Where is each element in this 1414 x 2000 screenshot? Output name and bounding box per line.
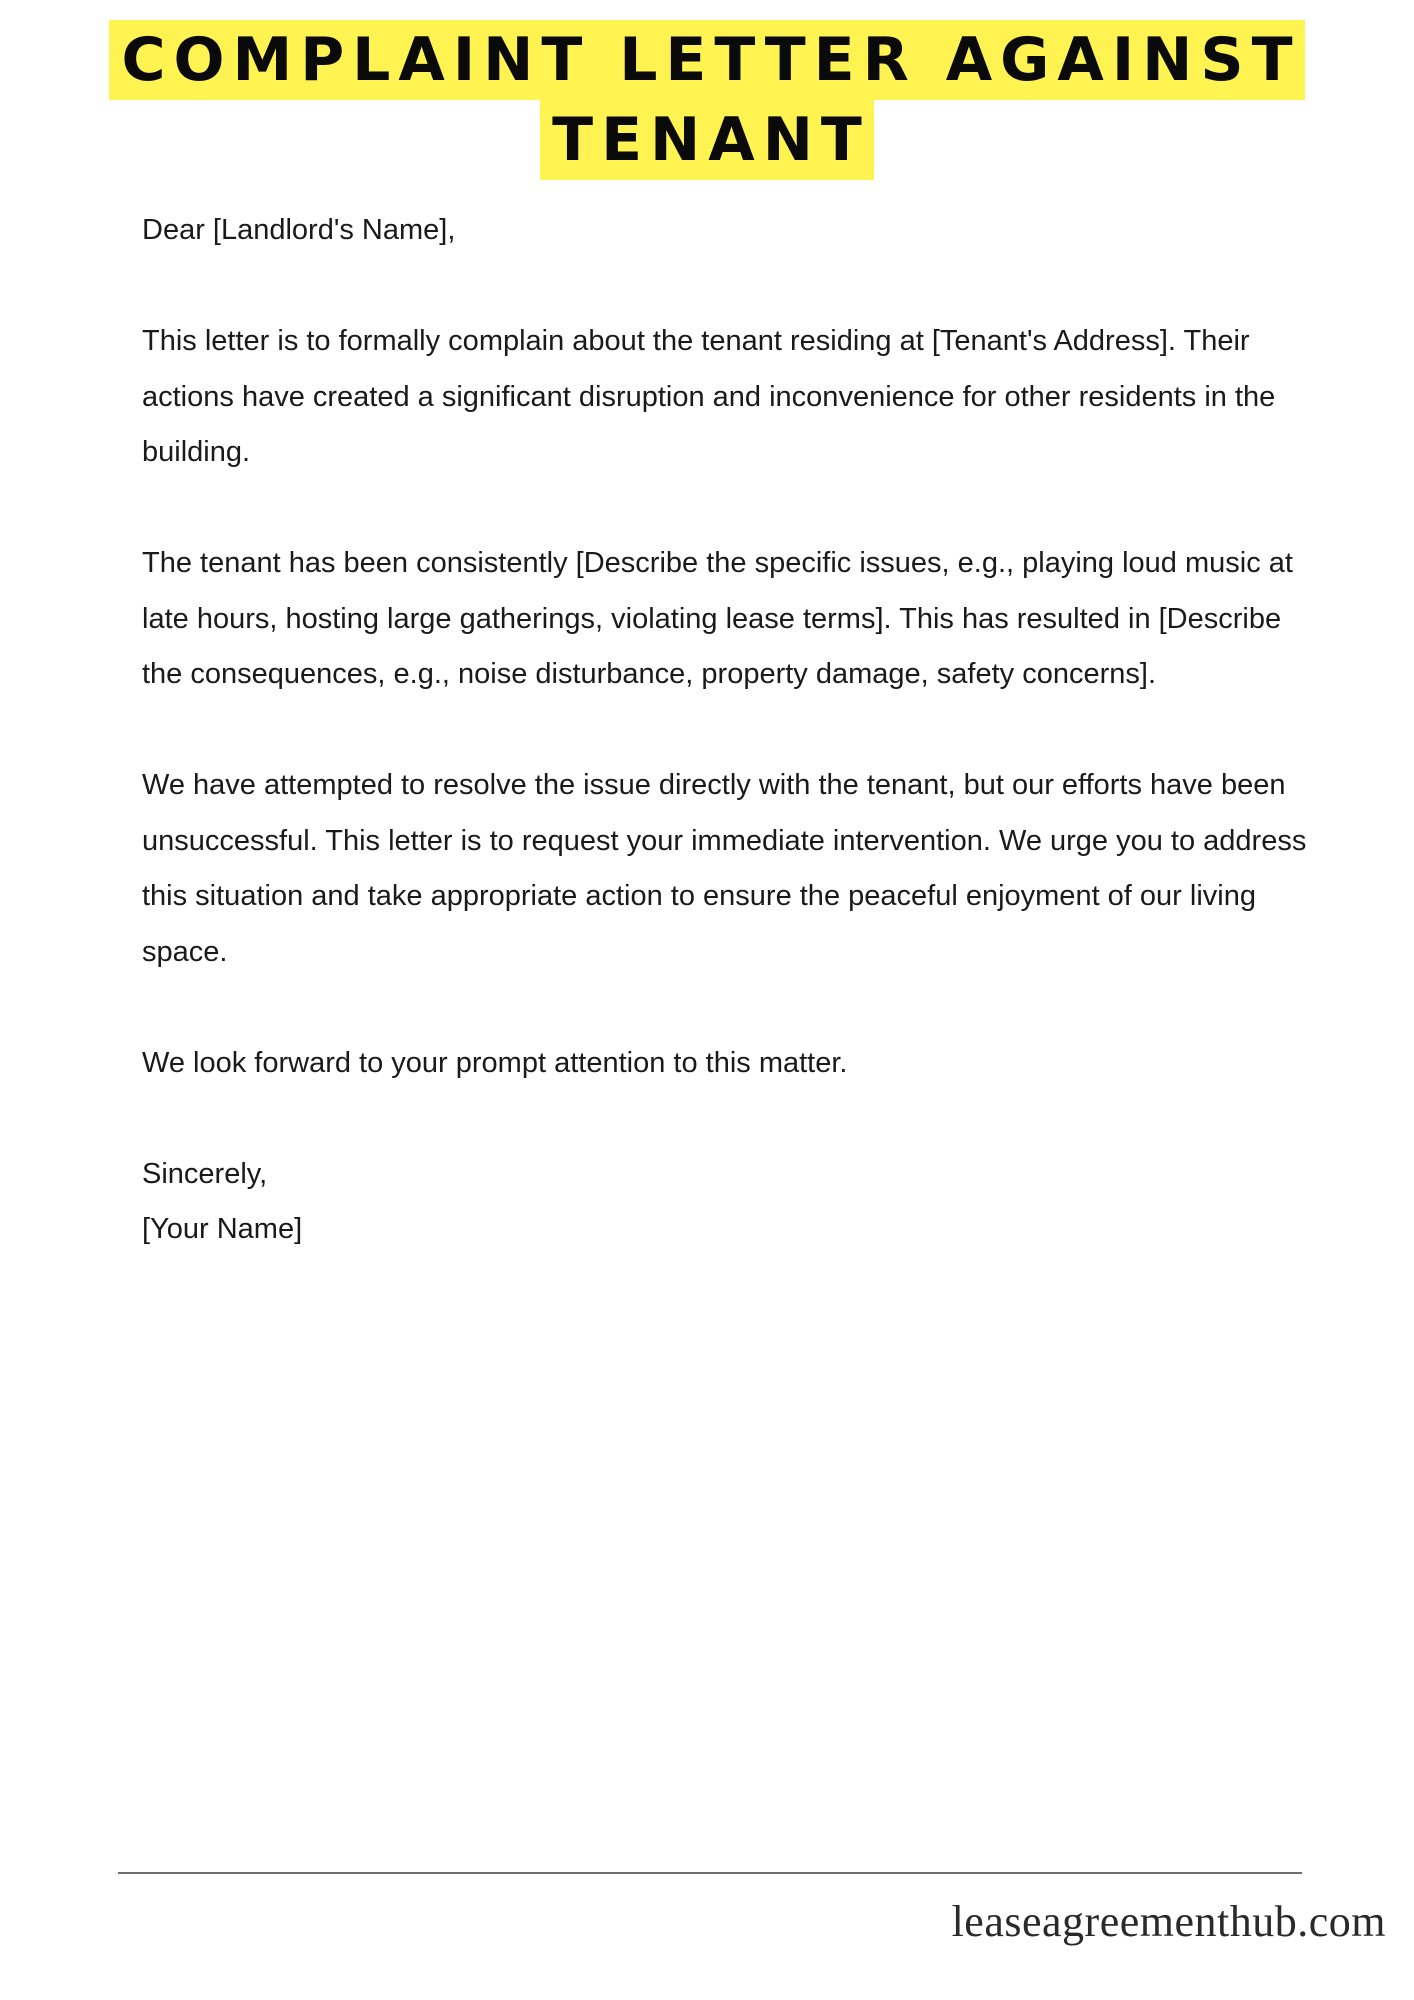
closing-text: Sincerely,	[142, 1157, 268, 1190]
salutation: Dear [Landlord's Name],	[142, 214, 456, 246]
letter-body	[142, 203, 1312, 1258]
paragraph-2: The tenant has been consistently [Describe the specific issues, e.g., playing loud music at late hours, hosting large gatherings, violating lease terms]. This has resulted in [Describe the consequences, e.g., noise disturbance, property damage, safety concerns].	[142, 547, 1293, 690]
title-line-2: TENANT	[540, 100, 874, 180]
paragraph-3: We have attempted to resolve the issue directly with the tenant, but our efforts have been unsuccessful. This letter is to request your immediate intervention. We urge you to address this situation and take appropriate action to ensure the peaceful enjoyment of our living space.	[142, 769, 1307, 968]
title-line-1: COMPLAINT LETTER AGAINST	[109, 20, 1304, 100]
footer-brand: leaseagreementhub.com	[951, 1897, 1386, 1946]
document-title	[0, 20, 1414, 180]
footer-divider	[118, 1872, 1302, 1874]
paragraph-1: This letter is to formally complain about the tenant residing at [Tenant's Address]. Their actions have created a significant disruption and inconvenience for other residents in the building.	[142, 325, 1276, 468]
closing-block	[142, 1147, 1312, 1258]
paragraph-4: We look forward to your prompt attention to this matter.	[142, 1046, 848, 1079]
signature-placeholder: [Your Name]	[142, 1213, 303, 1245]
